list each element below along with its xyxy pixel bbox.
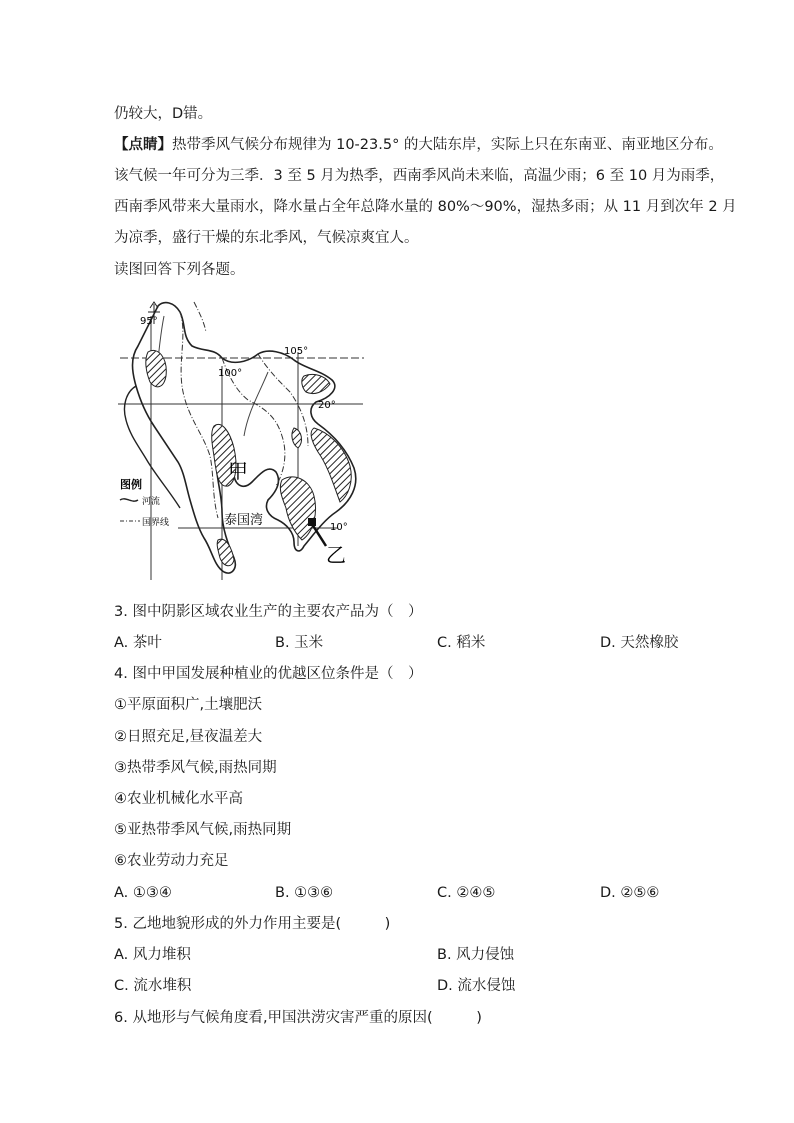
national-border: [258, 354, 308, 446]
q5-option-a: A. 风力堆积: [114, 947, 191, 963]
text-line: 该气候一年可分为三季．3 至 5 月为热季，西南季风尚未来临，高温少雨；6 至 10 月为雨季，: [114, 168, 725, 184]
q4-statement: ①平原面积广,土壤肥沃: [114, 697, 263, 713]
q5-option-d: D. 流水侵蚀: [437, 978, 516, 994]
q3-option-c: C. 稻米: [437, 635, 486, 651]
q3-option-b: B. 玉米: [275, 635, 324, 651]
question-6-stem: 6. 从地形与气候角度看,甲国洪涝灾害严重的原因( ): [114, 1010, 482, 1026]
q5-option-c: C. 流水堆积: [114, 978, 192, 994]
q4-statement: ④农业机械化水平高: [114, 791, 243, 807]
legend-river-icon: [120, 499, 138, 501]
q5-option-b: B. 风力侵蚀: [437, 947, 515, 963]
question-4-stem: 4. 图中甲国发展种植业的优越区位条件是（ ）: [114, 666, 423, 682]
q3-option-a: A. 茶叶: [114, 635, 162, 651]
q4-option-d: D. ②⑤⑥: [600, 885, 660, 901]
longitude-105-label: 105°: [284, 346, 309, 357]
shaded-area: [292, 428, 302, 448]
shaded-area-north: [302, 374, 330, 393]
text-line: 西南季风带来大量雨水，降水量占全年总降水量的 80%～90%，湿热多雨；从 11 月到次年 2 月: [114, 199, 737, 215]
q4-option-a: A. ①③④: [114, 885, 172, 901]
gulf-of-thailand-label: 泰国湾: [224, 513, 264, 528]
q4-option-c: C. ②④⑤: [437, 885, 496, 901]
national-border: [180, 312, 218, 518]
legend-title: 图例: [120, 478, 142, 491]
text-line: 为凉季，盛行干燥的东北季风，气候凉爽宜人。: [114, 230, 419, 246]
q4-statement: ③热带季风气候,雨热同期: [114, 760, 277, 776]
national-border: [194, 302, 206, 332]
shaded-area: [146, 350, 166, 386]
q4-statement: ⑥农业劳动力充足: [114, 853, 229, 869]
legend-border-label: 国界线: [142, 518, 170, 528]
question-5-stem: 5. 乙地地貌形成的外力作用主要是( ): [114, 916, 391, 932]
shaded-area-coast: [311, 428, 351, 502]
latitude-20-label: 20°: [318, 400, 336, 411]
legend-river-label: 河流: [142, 497, 161, 507]
q4-statement: ②日照充足,昼夜温差大: [114, 729, 263, 745]
shaded-area-south: [217, 539, 234, 566]
tip-label: 【点睛】: [114, 137, 172, 153]
southeast-asia-map: [118, 296, 368, 580]
q4-statement: ⑤亚热带季风气候,雨热同期: [114, 822, 292, 838]
longitude-100-label: 100°: [218, 368, 243, 379]
location-yi-label: 乙: [326, 543, 346, 567]
longitude-95-label: 95°: [140, 316, 158, 327]
question-intro: 读图回答下列各题。: [114, 262, 245, 278]
shaded-area-delta: [280, 477, 315, 540]
country-jia-label: 甲: [228, 459, 248, 483]
text-line: [114, 135, 723, 155]
q3-option-d: D. 天然橡胶: [600, 635, 679, 651]
text-line: 仍较大，D错。: [114, 106, 213, 122]
tip-text: 热带季风气候分布规律为 10-23.5° 的大陆东岸，实际上只在东南亚、南亚地区分布。: [172, 137, 723, 153]
latitude-10-label: 10°: [330, 522, 348, 533]
q4-option-b: B. ①③⑥: [275, 885, 334, 901]
question-3-stem: 3. 图中阴影区域农业生产的主要农产品为（ ）: [114, 604, 423, 620]
